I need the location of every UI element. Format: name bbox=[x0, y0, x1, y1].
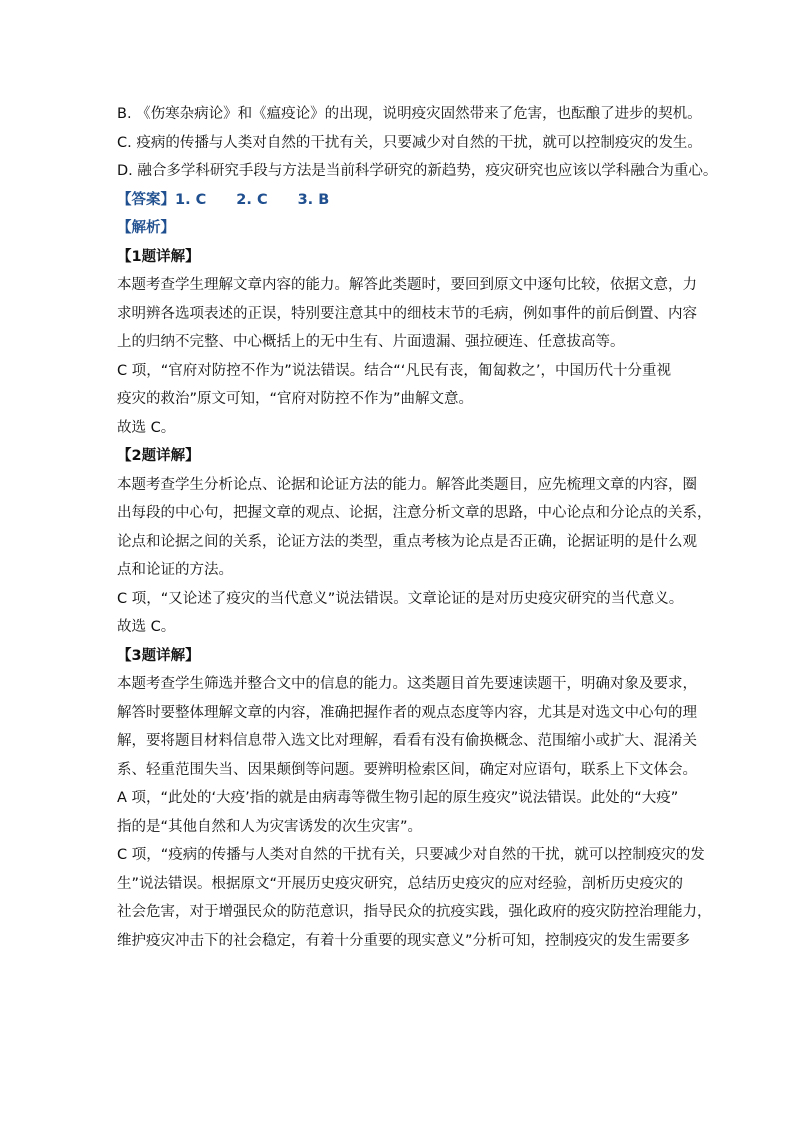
q2-line: 出每段的中心句，把握文章的观点、论据，注意分析文章的思路，中心论点和分论点的关系， bbox=[117, 505, 712, 521]
analysis-tag: 【解析】 bbox=[117, 220, 175, 236]
q2-line: 点和论证的方法。 bbox=[117, 562, 233, 578]
q2-line: 本题考查学生分析论点、论据和论证方法的能力。解答此类题目，应先梳理文章的内容，圈 bbox=[117, 476, 697, 493]
q2-line: 论点和论据之间的关系，论证方法的类型，重点考核为论点是否正确，论据证明的是什么观 bbox=[117, 533, 697, 550]
option-c: C. 疫病的传播与人类对自然的干扰有关，只要减少对自然的干扰，就可以控制疫灾的发生。 bbox=[117, 134, 702, 151]
q3-line: 解，要将题目材料信息带入选文比对理解，看看有没有偷换概念、范围缩小或扩大、混淆关 bbox=[117, 733, 697, 749]
q1-line: 本题考查学生理解文章内容的能力。解答此类题时，要回到原文中逐句比较，依据文意，力 bbox=[117, 277, 697, 293]
q2-line: 故选 C。 bbox=[117, 619, 176, 635]
q1-line: 上的归纳不完整、中心概括上的无中生有、片面遗漏、强拉硬连、任意拔高等。 bbox=[117, 334, 625, 350]
q3-line: C 项，“疫病的传播与人类对自然的干扰有关，只要减少对自然的干扰，就可以控制疫灾的发 bbox=[117, 847, 705, 863]
q1-line: 求明辨各选项表述的正误，特别要注意其中的细枝末节的毛病，例如事件的前后倒置、内容 bbox=[117, 305, 697, 322]
option-d: D. 融合多学科研究手段与方法是当前科学研究的新趋势，疫灾研究也应该以学科融合为重心。 bbox=[117, 163, 718, 179]
q3-line: 社会危害，对于增强民众的防范意识，指导民众的抗疫实践，强化政府的疫灾防控治理能力， bbox=[117, 904, 712, 920]
q3-line: 维护疫灾冲击下的社会稳定，有着十分重要的现实意义”分析可知，控制疫灾的发生需要多 bbox=[117, 932, 691, 949]
answer-1: 1. C bbox=[175, 191, 207, 208]
answer-tag: 【答案】 bbox=[117, 191, 175, 208]
q3-line: 解答时要整体理解文章的内容，准确把握作者的观点态度等内容，尤其是对选文中心句的理 bbox=[117, 704, 697, 721]
q2-line: C 项，“又论述了疫灾的当代意义”说法错误。文章论证的是对历史疫灾研究的当代意义。 bbox=[117, 590, 684, 607]
q1-line: C 项，“官府对防控不作为”说法错误。结合“‘凡民有丧，匍匐救之’，中国历代十分重视 bbox=[117, 362, 671, 379]
option-b: B. 《伤寒杂病论》和《瘟疫论》的出现，说明疫灾固然带来了危害，也酝酿了进步的契机。 bbox=[117, 106, 702, 122]
q3-heading: 【3题详解】 bbox=[117, 647, 200, 664]
answer-3: 3. B bbox=[297, 191, 330, 208]
q1-line: 故选 C。 bbox=[117, 419, 176, 436]
q3-line: 系、轻重范围失当、因果颠倒等问题。要辨明检索区间，确定对应语句，联系上下文体会。 bbox=[117, 761, 697, 778]
q1-line: 疫灾的救治”原文可知，“官府对防控不作为”曲解文意。 bbox=[117, 391, 474, 407]
answer-2: 2. C bbox=[236, 191, 268, 208]
q3-line: 本题考查学生筛选并整合文中的信息的能力。这类题目首先要速读题干，明确对象及要求， bbox=[117, 676, 697, 692]
q2-heading: 【2题详解】 bbox=[117, 448, 200, 464]
q3-line: 指的是“其他自然和人为灾害诱发的次生灾害”。 bbox=[117, 818, 423, 835]
q3-line: 生”说法错误。根据原文“开展历史疫灾研究，总结历史疫灾的应对经验，剖析历史疫灾的 bbox=[117, 875, 684, 892]
document-body bbox=[117, 100, 718, 955]
q1-heading: 【1题详解】 bbox=[117, 248, 200, 265]
q3-line: A 项，“此处的‘大疫’指的就是由病毒等微生物引起的原生疫灾”说法错误。此处的“大疫” bbox=[117, 790, 679, 806]
answer-line bbox=[117, 186, 687, 215]
